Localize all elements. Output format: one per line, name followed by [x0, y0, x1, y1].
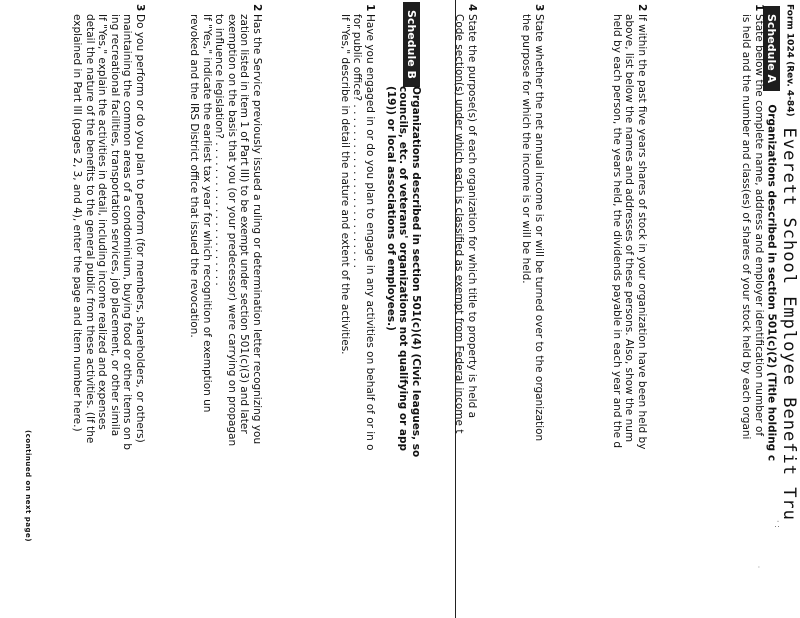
question-number: 3: [533, 4, 545, 12]
question-number: 4: [466, 4, 478, 12]
schedule-a-question-2: [611, 4, 649, 450]
schedule-a-heading: Organizations described in section 501(c)(2) (Title holding c: [765, 104, 778, 462]
question-number: 3: [134, 4, 146, 12]
scan-speck: · :: [773, 520, 782, 528]
schedule-a-label: Schedule A: [763, 6, 780, 91]
question-number: 2: [251, 4, 263, 12]
schedule-a-question-1: [740, 4, 765, 440]
question-line: zation listed in item 1 of Part III) to be exempt under section 501(c)(3) and later: [238, 14, 251, 434]
question-line: above, list below the names and addresses of these persons. Also, show the num: [623, 14, 636, 443]
schedule-a-question-3: [520, 4, 545, 442]
question-number: 2: [636, 4, 648, 12]
question-line: Do you perform or do you plan to perform (for members, shareholders, or others): [134, 14, 146, 443]
schedule-a-question-4: [453, 4, 478, 434]
schedule-b-question-3: [71, 4, 146, 450]
question-line: State whether the net annual income is or will be turned over to the organization: [533, 14, 545, 442]
question-line: If "Yes," explain the activities in detail, including income realized and expenses: [96, 14, 109, 430]
schedule-b-heading-line: (19)) or local associations of employees.): [385, 86, 397, 331]
section-divider: [455, 0, 456, 618]
question-line: Has the Service previously issued a ruling or determination letter recognizing you: [251, 14, 263, 445]
schedule-b-heading-line: councils, etc. of veterans' organizations not qualifying or app: [397, 86, 410, 452]
question-line: State the purpose(s) of each organization for which title to property is held a: [466, 14, 478, 419]
schedule-a-header: [763, 6, 780, 461]
question-line: held by each person, the years held, the dividends payable in each year and the d: [611, 14, 623, 449]
question-line: detail the nature of the benefits to the general public from these activities. (If the: [84, 14, 96, 444]
schedule-b-question-1: [339, 4, 377, 451]
continued-note: (continued on next page): [24, 430, 32, 542]
question-line: is held and the number and class(es) of shares of your stock held by each organi: [740, 14, 753, 440]
question-number: 1: [753, 4, 765, 12]
form-header: [780, 4, 800, 618]
question-line: If "Yes," indicate the earliest tax year for which recognition of exemption un: [201, 14, 213, 413]
question-line: Have you engaged in or do you plan to engage in any activities on behalf of or in o: [364, 14, 376, 451]
schedule-b-question-2: [188, 4, 263, 447]
question-line: to influence legislation? . . . . . . . . . . . . . . . . . . . . . .: [213, 14, 226, 286]
schedule-b-heading: [385, 86, 423, 457]
question-number: 1: [364, 4, 376, 12]
form-id: Form 1024 (Rev. 4-84): [784, 4, 795, 117]
question-line: explained in Part III (pages 2, 3, and 4), enter the page and item number here.): [71, 14, 84, 432]
document-title: Everett School Employee Benefit Tru: [779, 127, 800, 521]
question-line: exemption on the basis that you (or your predecessor) were carrying on propagan: [226, 14, 238, 447]
question-line: If "Yes," describe in detail the nature and extent of the activities.: [339, 14, 351, 355]
question-line: for public office? . . . . . . . . . . . . . . . . . . . . . . . . .: [351, 14, 364, 268]
schedule-b-label: Schedule B: [403, 2, 420, 87]
scan-speck: ˙: [751, 565, 760, 569]
question-line: maintaining the common areas of a condominium, buying food or other items on b: [121, 14, 134, 450]
question-line: If within the past five years shares of stock in your organization have been held by: [636, 14, 648, 450]
question-line: ing recreational facilities, transportation services, job placement, or other simila: [109, 14, 121, 437]
question-line: Code section(s) under which each is classified as exempt from Federal income t: [453, 14, 466, 434]
question-line: the purpose for which the income is or will be held.: [520, 14, 533, 284]
question-line: State below the complete name, address and employer identification number of: [753, 14, 765, 437]
question-line: revoked and the IRS District office that issued the revocation.: [188, 14, 201, 338]
schedule-b-heading-line: Organizations described in section 501(c)(4) (Civic leagues, so: [410, 86, 422, 458]
